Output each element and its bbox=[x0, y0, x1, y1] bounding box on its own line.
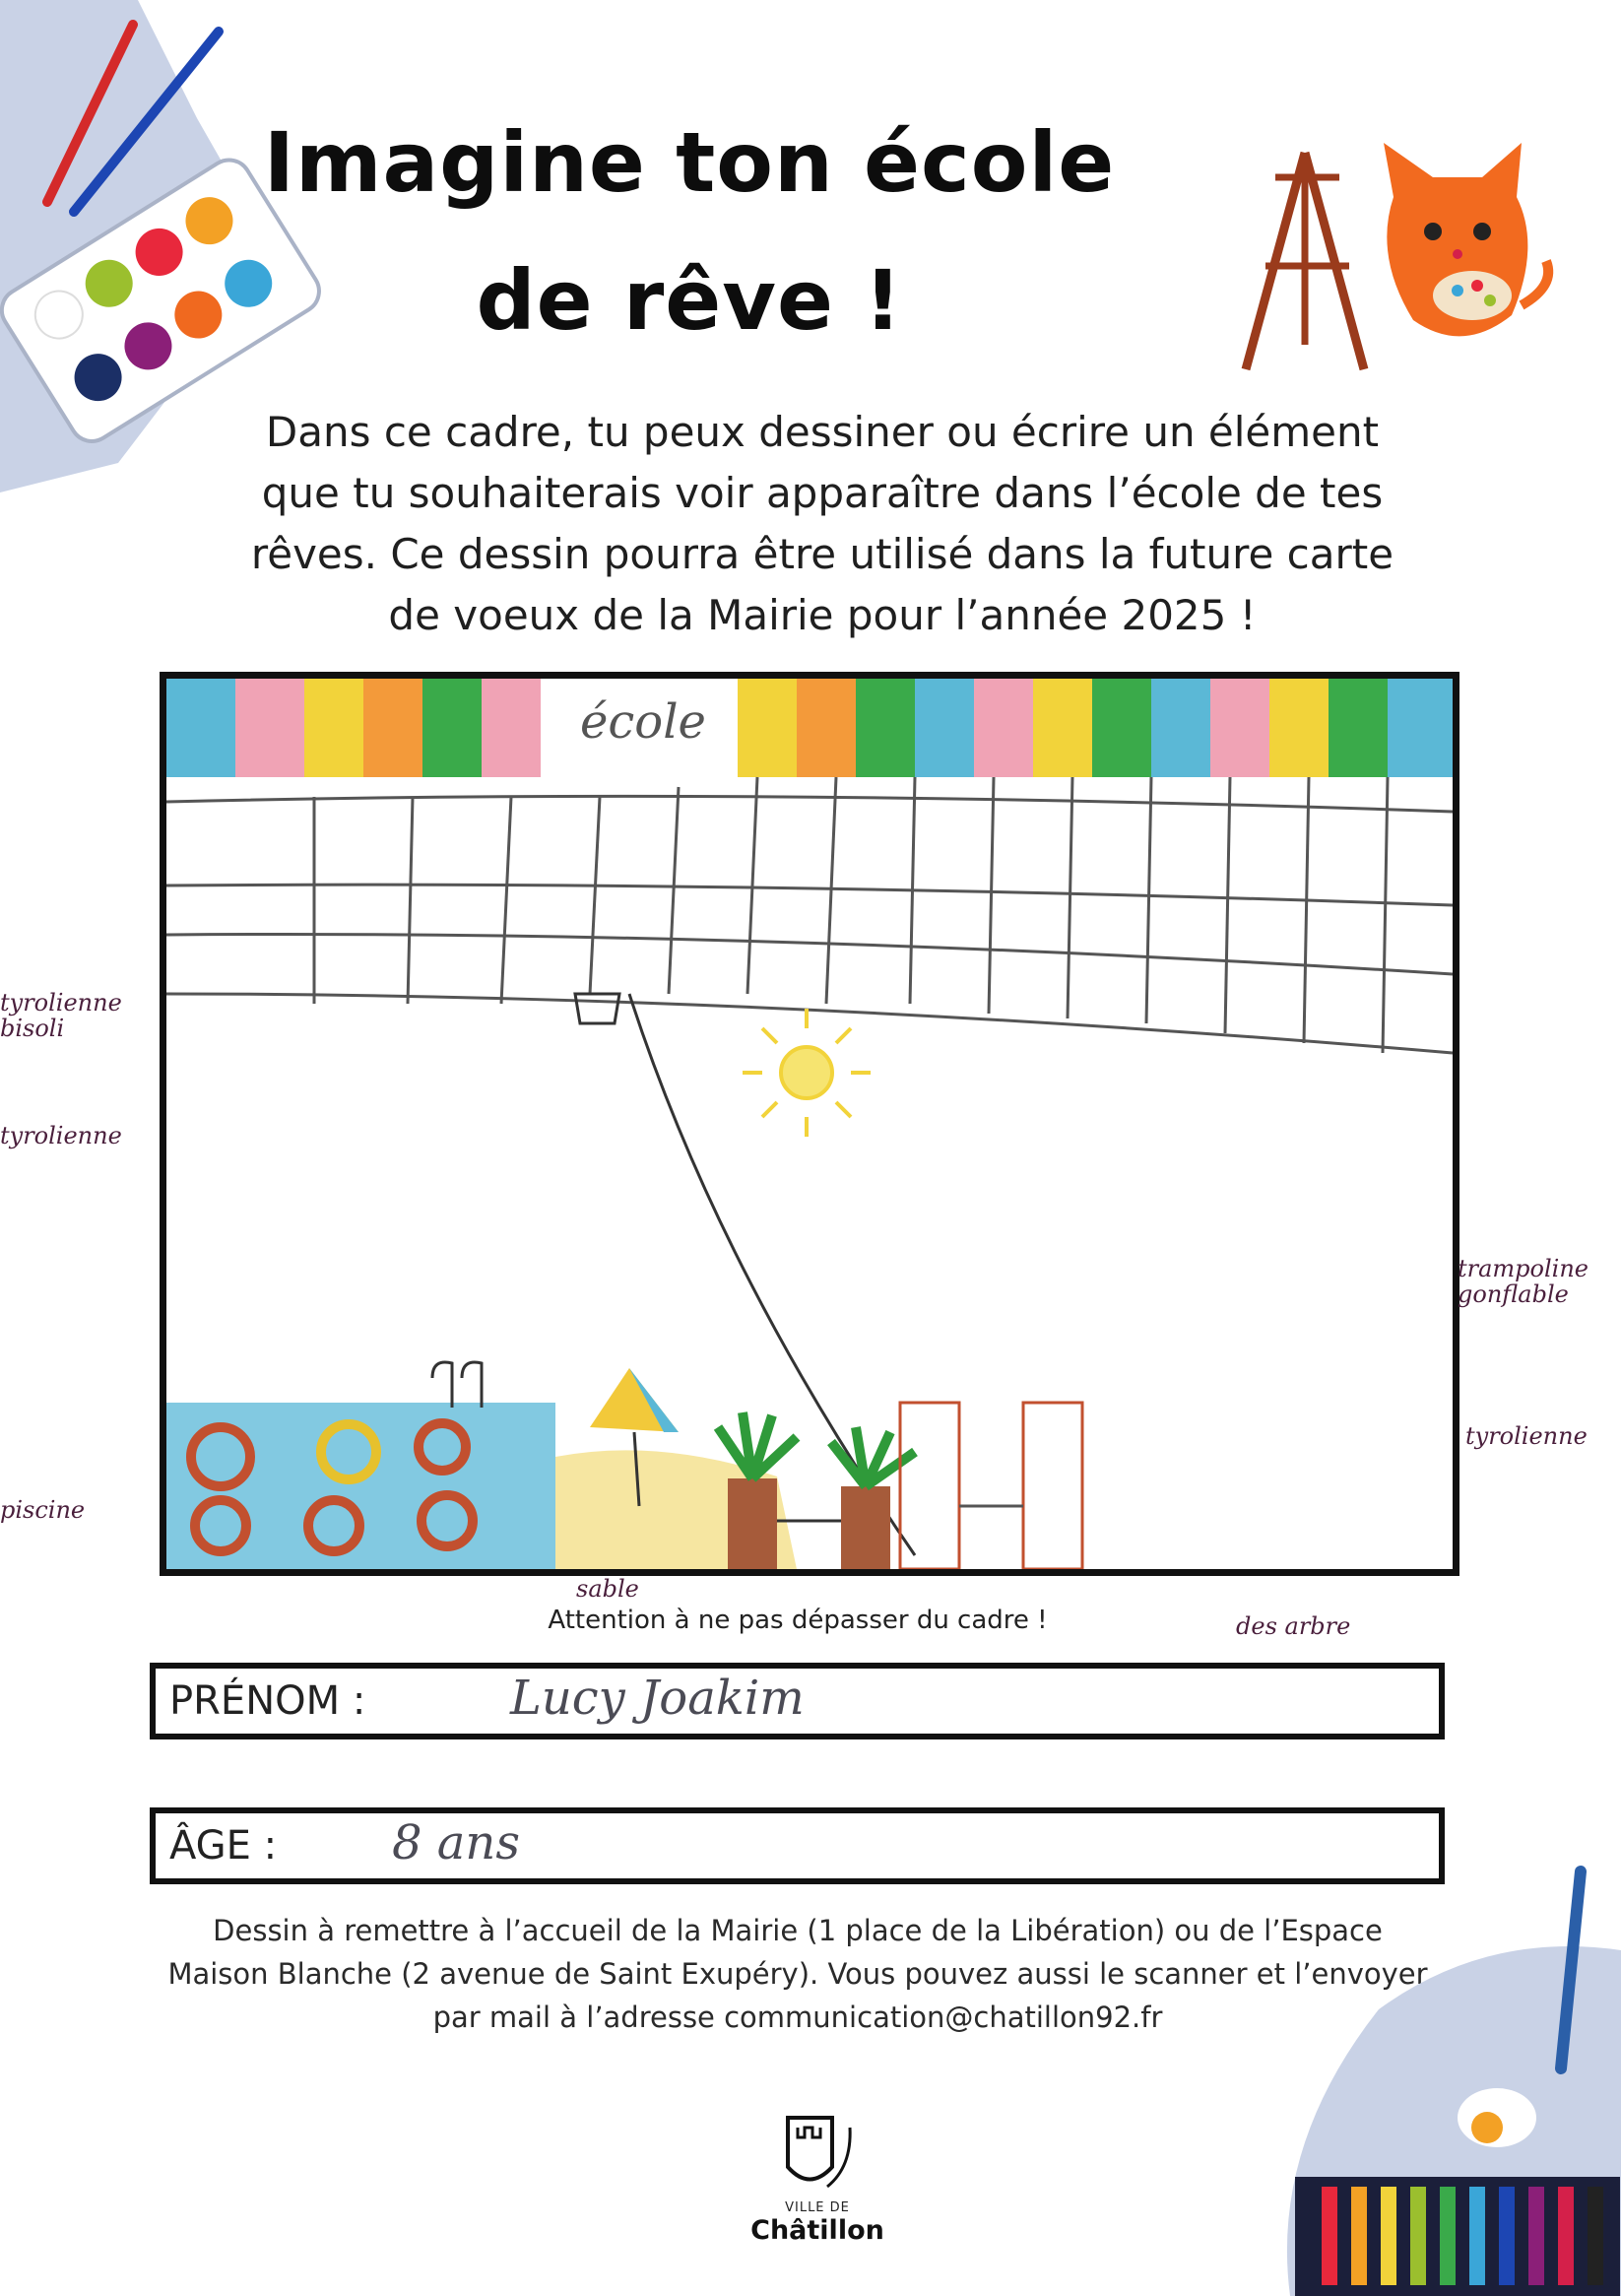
crayons-icon bbox=[1231, 1852, 1621, 2296]
page-title bbox=[197, 94, 1182, 369]
logo-city-name: Châtillon bbox=[750, 2215, 884, 2246]
note-line: trampoline bbox=[1458, 1255, 1589, 1282]
first-name-value: Lucy Joakim bbox=[510, 1671, 805, 1726]
title-line-2: de rêve ! bbox=[476, 252, 903, 349]
age-value: 8 ans bbox=[392, 1815, 520, 1870]
note-line: bisoli bbox=[0, 1015, 65, 1042]
first-name-label: PRÉNOM : bbox=[169, 1678, 366, 1724]
footer-line: Dessin à remettre à l’accueil de la Mairie (1 place de la Libération) ou de l’Espace bbox=[213, 1914, 1383, 1947]
footer-line: par mail à l’adresse communication@chatillon92.fr bbox=[432, 2001, 1163, 2034]
pool bbox=[166, 1362, 555, 1569]
first-name-field[interactable] bbox=[150, 1663, 1445, 1739]
instructions bbox=[172, 402, 1472, 646]
footer-line: Maison Blanche (2 avenue de Saint Exupéry). Vous pouvez aussi le scanner et l’envoyer bbox=[167, 1957, 1428, 1991]
note-right-mid: tyrolienne bbox=[1465, 1422, 1588, 1450]
note-trees: des arbre bbox=[1236, 1612, 1351, 1640]
roof-stripes bbox=[166, 679, 1453, 777]
age-label: ÂGE : bbox=[169, 1823, 278, 1869]
cat-painter-icon bbox=[1364, 138, 1561, 364]
note-line: tyrolienne bbox=[0, 989, 122, 1017]
building-grid bbox=[166, 777, 1453, 1053]
school-word: école bbox=[580, 694, 706, 750]
note-right-top bbox=[1458, 1256, 1589, 1307]
note-left-mid: tyrolienne bbox=[0, 1122, 122, 1149]
trees bbox=[718, 1403, 1082, 1569]
logo-small-text: VILLE DE bbox=[785, 2200, 850, 2215]
note-left-top bbox=[0, 990, 122, 1041]
note-sand: sable bbox=[576, 1575, 639, 1603]
zipline-seat bbox=[575, 994, 619, 1023]
note-line: gonflable bbox=[1458, 1280, 1569, 1308]
drawing-frame bbox=[160, 672, 1459, 1576]
instructions-line: Dans ce cadre, tu peux dessiner ou écrire un élément bbox=[265, 408, 1380, 456]
city-logo bbox=[748, 2108, 886, 2246]
instructions-line: que tu souhaiterais voir apparaître dans l’école de tes bbox=[261, 469, 1384, 517]
instructions-line: de voeux de la Mairie pour l’année 2025 ! bbox=[388, 591, 1257, 639]
child-drawing bbox=[166, 679, 1453, 1569]
easel-icon bbox=[1236, 148, 1384, 374]
sun-icon bbox=[743, 1009, 871, 1137]
title-line-1: Imagine ton école bbox=[263, 114, 1116, 211]
instructions-line: rêves. Ce dessin pourra être utilisé dans la future carte bbox=[250, 530, 1394, 578]
note-left-bottom: piscine bbox=[0, 1496, 86, 1524]
frame-warning: Attention à ne pas dépasser du cadre ! bbox=[548, 1606, 1048, 1635]
city-logo-icon bbox=[773, 2108, 862, 2197]
